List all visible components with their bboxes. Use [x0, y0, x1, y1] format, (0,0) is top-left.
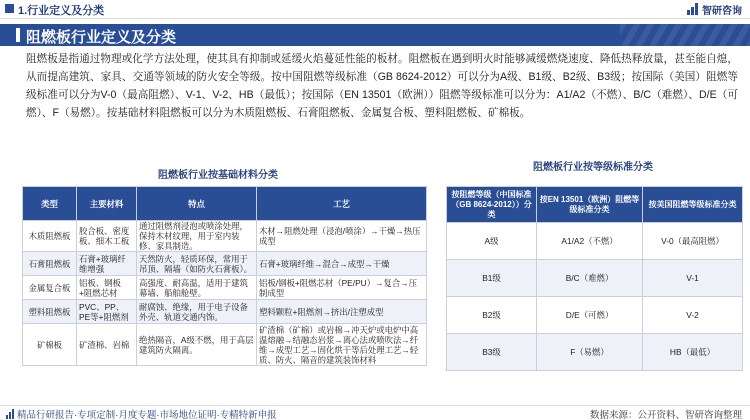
table-cell: 金属复合板 [23, 276, 77, 300]
table-cell: 塑料阻燃板 [23, 300, 77, 324]
logo-text: 智研咨询 [702, 5, 742, 17]
table-cell: A级 [447, 223, 537, 260]
table-cell: B1级 [447, 260, 537, 297]
table-cell: 矿渣棉、岩棉 [77, 324, 137, 366]
footer-services-text: 精品行研报告·专项定制·月度专题·市场地位证明·专精特新申报 [17, 410, 277, 420]
table-cell: 石膏+玻璃纤维增强 [77, 252, 137, 276]
banner-decoration [620, 24, 750, 46]
table-row [23, 300, 427, 324]
table2-header-cell: 按EN 13501（欧洲）阻燃等级标准分类 [537, 187, 643, 223]
table-cell: F（易燃） [537, 334, 643, 371]
table-cell: 铝板/钢板+阻燃芯材（PE/PU）→复合→压制成型 [257, 276, 427, 300]
top-bar [0, 0, 750, 19]
grade-classification-table [446, 186, 743, 371]
material-classification-table [22, 186, 427, 366]
table2-header-cell: 按美国阻燃等级标准分类 [643, 187, 743, 223]
table-cell: A1/A2（不燃） [537, 223, 643, 260]
banner-accent [16, 28, 20, 42]
table-row [23, 252, 427, 276]
table-row [23, 221, 427, 252]
table-row [447, 334, 743, 371]
section-title: 1.行业定义及分类 [18, 5, 105, 17]
footer-source-text: 数据来源：公开资料、智研咨询整理 [589, 410, 742, 420]
table-cell: V-1 [643, 260, 743, 297]
table1-header-row [23, 187, 427, 221]
table-row [447, 260, 743, 297]
table-cell: 塑料颗粒+阻燃剂→挤出/注塑成型 [257, 300, 427, 324]
intro-paragraph: 阻燃板是指通过物理或化学方法处理，使其具有抑制或延缓火焰蔓延性能的板材。阻燃板在遇到明火时能够减缓燃烧速度、降低热释放量，甚至能自熄，从而提高建筑、家具、交通等领域的防火安全等级。按中国阻燃等级标准（GB 8624-2012）可以分为A级、B1级、B2级、B3级；按国际（美国）阻燃等级标准可以分为V-0（最高阻燃）、V-1、V-2、HB（最低）；按国际（EN 13501（欧洲））阻燃等级标准可以分为：A1/A2（不燃）、B/C（难燃）、D/E（可燃）、F（易燃）。按基础材料阻燃板可以分为木质阻燃板、石膏阻燃板、金属复合板、塑料阻燃板、矿棉板。 [26, 53, 738, 119]
footer-logo-icon [6, 409, 14, 419]
table-cell: 木材→阻燃处理（浸泡/喷涂）→干燥→热压成型 [257, 221, 427, 252]
table1-header-cell: 主要材料 [77, 187, 137, 221]
table-cell: 高强度、耐高温，适用于建筑幕墙、船舶舱壁。 [137, 276, 257, 300]
table-cell: 铝板、钢板+阻燃芯材 [77, 276, 137, 300]
table1-header-cell: 特点 [137, 187, 257, 221]
brand-logo [687, 2, 742, 16]
footer-left [6, 407, 277, 420]
table-cell: B/C（难燃） [537, 260, 643, 297]
page-banner [0, 24, 750, 46]
table-cell: 耐腐蚀、绝缘，用于电子设备外壳、轨道交通内饰。 [137, 300, 257, 324]
section-marker [5, 4, 14, 13]
table-cell: B3级 [447, 334, 537, 371]
table1-header-cell: 类型 [23, 187, 77, 221]
page-title: 阻燃板行业定义及分类 [26, 29, 177, 46]
table-cell: D/E（可燃） [537, 297, 643, 334]
table-row [23, 276, 427, 300]
table-cell: V-0（最高阻燃） [643, 223, 743, 260]
table1-caption: 阻燃板行业按基础材料分类 [158, 170, 278, 181]
table2-caption: 阻燃板行业按等级标准分类 [533, 162, 653, 173]
table-cell: 矿棉板 [23, 324, 77, 366]
table1-header-cell: 工艺 [257, 187, 427, 221]
table-cell: 绝热隔音，A级不燃，用于高层建筑防火隔离。 [137, 324, 257, 366]
table-cell: B2级 [447, 297, 537, 334]
table-cell: 通过阻燃剂浸泡或喷涂处理，保持木材纹理，用于室内装修、家具制造。 [137, 221, 257, 252]
table-cell: 矿渣棉（矿棉）或岩棉→冲天炉或电炉中高温熔融→结融态岩浆→离心法或喷吹法→纤维→成型工艺→固化烘干等后处理工艺→轻质、防火、隔音的建筑装饰材料 [257, 324, 427, 366]
page-footer [0, 405, 750, 420]
table-cell: 石膏阻燃板 [23, 252, 77, 276]
table-cell: HB（最低） [643, 334, 743, 371]
table-row [447, 223, 743, 260]
table-cell: PVC、PP、PE等+阻燃剂 [77, 300, 137, 324]
table-cell: 胶合板、密度板、细木工板 [77, 221, 137, 252]
table-row [447, 297, 743, 334]
table-cell: V-2 [643, 297, 743, 334]
table2-header-row [447, 187, 743, 223]
logo-bars-icon [687, 3, 700, 15]
table-cell: 天然防火，轻质环保，常用于吊顶、隔墙（如防火石膏板）。 [137, 252, 257, 276]
table2-header-cell: 按阻燃等级（中国标准（GB 8624-2012））分类 [447, 187, 537, 223]
table-cell: 石膏+玻璃纤维→混合→成型→干燥 [257, 252, 427, 276]
table-row [23, 324, 427, 366]
table-cell: 木质阻燃板 [23, 221, 77, 252]
